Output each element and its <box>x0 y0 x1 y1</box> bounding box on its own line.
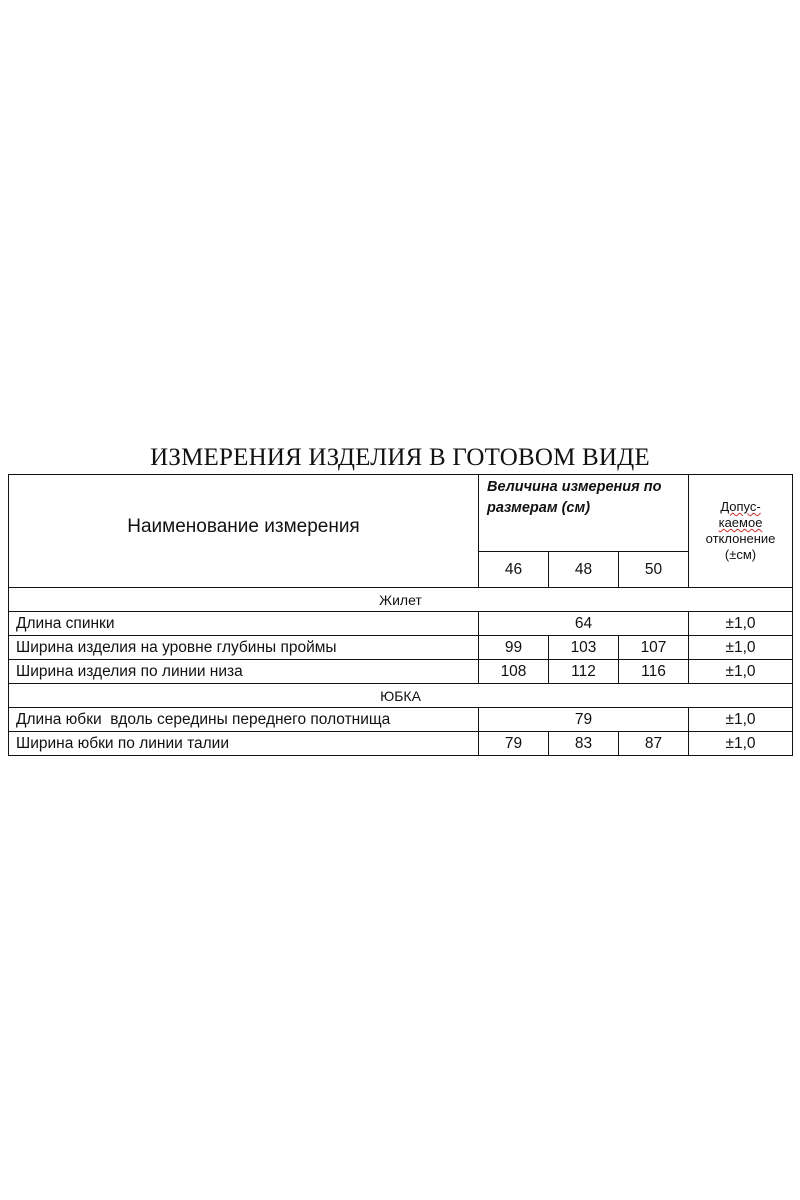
header-tolerance-cell <box>689 475 793 588</box>
row-value-50-cell: 107 <box>619 636 689 660</box>
row-value-48-cell: 83 <box>549 732 619 756</box>
row-value-46-cell: 108 <box>479 660 549 684</box>
row-value-48-cell: 112 <box>549 660 619 684</box>
table-row <box>9 660 793 684</box>
document-title: ИЗМЕРЕНИЯ ИЗДЕЛИЯ В ГОТОВОМ ВИДЕ <box>150 444 650 471</box>
header-tolerance-line3: отклонение <box>705 531 776 546</box>
row-name-cell: Ширина изделия по линии низа <box>9 660 479 684</box>
header-row <box>9 475 793 552</box>
table-row <box>9 636 793 660</box>
row-tolerance-cell: ±1,0 <box>689 708 793 732</box>
table-row <box>9 612 793 636</box>
header-tolerance-line1: Допус- <box>720 499 761 514</box>
row-tolerance-cell: ±1,0 <box>689 636 793 660</box>
section-row-vest <box>9 588 793 612</box>
row-merged-value-cell: 79 <box>479 708 689 732</box>
size-48-cell: 48 <box>549 552 619 588</box>
table-row <box>9 708 793 732</box>
section-row-skirt <box>9 684 793 708</box>
header-name-cell <box>9 475 479 588</box>
row-name-cell: Ширина юбки по линии талии <box>9 732 479 756</box>
header-name-label: Наименование измерения <box>127 516 360 537</box>
row-tolerance-cell: ±1,0 <box>689 732 793 756</box>
row-tolerance-cell: ±1,0 <box>689 612 793 636</box>
header-tolerance-line2: каемое <box>718 515 763 530</box>
size-46-cell: 46 <box>479 552 549 588</box>
section-label-vest: Жилет <box>9 588 793 612</box>
row-tolerance-cell: ±1,0 <box>689 660 793 684</box>
header-sizes-cell: Величина измерения по размерам (см) <box>479 475 689 552</box>
row-merged-value-cell: 64 <box>479 612 689 636</box>
row-value-50-cell: 87 <box>619 732 689 756</box>
row-name-cell: Длина спинки <box>9 612 479 636</box>
row-value-50-cell: 116 <box>619 660 689 684</box>
row-name-cell: Длина юбки вдоль середины переднего полотнища <box>9 708 479 732</box>
section-label-skirt: ЮБКА <box>9 684 793 708</box>
row-value-46-cell: 99 <box>479 636 549 660</box>
table-row <box>9 732 793 756</box>
row-name-cell: Ширина изделия на уровне глубины проймы <box>9 636 479 660</box>
header-tolerance-line4: (±см) <box>724 547 757 562</box>
size-50-cell: 50 <box>619 552 689 588</box>
row-value-48-cell: 103 <box>549 636 619 660</box>
row-value-46-cell: 79 <box>479 732 549 756</box>
measurements-table <box>8 474 793 756</box>
